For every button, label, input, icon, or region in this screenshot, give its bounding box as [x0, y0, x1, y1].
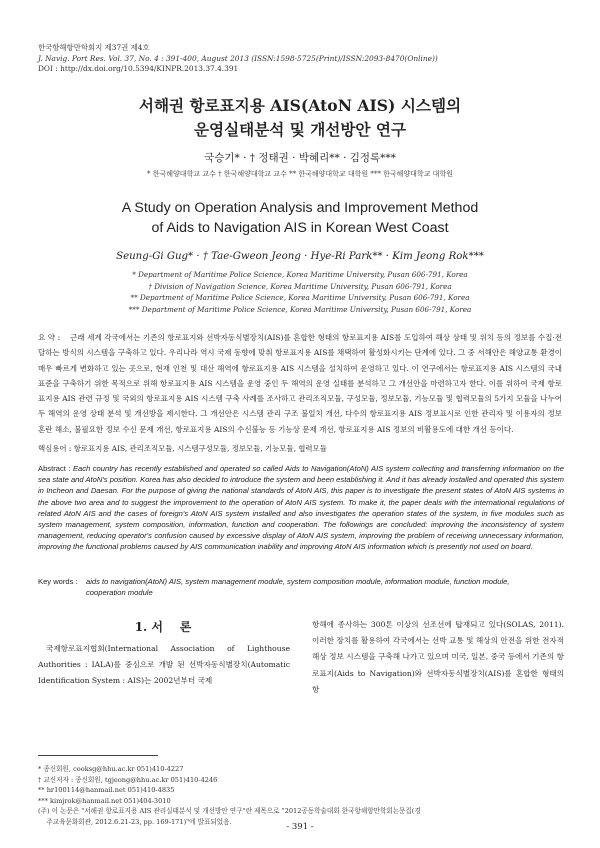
keywords-ko: 핵심용어 : 항로표지용 AIS, 관리조직모듈, 시스템구성모듈, 정보모듈, 기능모듈, 협력모듈	[38, 444, 327, 453]
page-number: - 391 -	[286, 822, 314, 832]
footnote-divider	[38, 755, 158, 756]
footnotes	[38, 764, 564, 828]
keywords-en	[38, 576, 564, 598]
title-ko-line2: 운영실태분석 및 개선방안 연구	[193, 120, 407, 139]
title-ko-line1: 서해권 항로표지용 AIS(AtoN AIS) 시스템의	[138, 96, 462, 115]
affiliation-en-2: † Division of Navigation Science, Korea Maritime University, Pusan 606-791, Korea	[148, 281, 452, 291]
footnote-1: * 종신회원, cooksg@hhu.ac.kr 051)410-4227	[38, 765, 184, 773]
journal-header	[38, 43, 438, 75]
footnote-3: ** hr100114@hanmail.net 051)410-4835	[38, 786, 175, 795]
keywords-en-line2: cooperation module	[86, 588, 153, 598]
body-text-left-column: 국제항로표지협회(International Association of Lighthouse Authorities : IALA)를 중심으로 개발 된 선박자동식별장치(Automatic Identification System : AIS)는 2002년부터 국제	[38, 644, 290, 686]
keywords-en-label: Key words :	[38, 577, 78, 586]
abstract-en	[38, 463, 564, 553]
affiliation-en-3: ** Department of Maritime Police Science, Korea Maritime University, Pusan 606-791, Korea	[130, 293, 470, 303]
affiliations-en	[0, 269, 600, 315]
authors-ko: 국승기* · † 정태권 · 박혜리** · 김정록***	[204, 152, 396, 164]
footnote-6: 주교육문화회관, 2012.6.21-23, pp. 169-171)"에 발표되었음.	[38, 817, 232, 826]
abstract-ko	[38, 330, 562, 437]
journal-citation: J. Navig. Port Res. Vol. 37, No. 4 : 391-400, August 2013 (ISSN:1598-5725(Print)/ISSN:2093-8470(Online))	[38, 53, 438, 63]
affiliations-ko: * 한국해양대학교 교수 † 한국해양대학교 교수 ** 한국해양대학교 대학원 *** 한국해양대학교 대학원	[147, 170, 453, 178]
affiliation-en-4: *** Department of Maritime Police Science, Korea Maritime University, Pusan 606-791, Korea	[128, 304, 472, 314]
footnote-2: † 교신저자 : 종신회원, tgjeong@hhu.ac.kr 051)410-4246	[38, 775, 218, 784]
abstract-ko-text: 근래 세계 각국에서는 기존의 항로표지와 선박자동식별장치(AIS)를 혼합한 형태의 항로표지용 AIS를 도입하여 해상 상태 및 위치 등의 정보를 수집·전달하는 방식의 시스템을 구축하고 있다. 우리나라 역시 국제 동향에 맞춰 항로표지용 AIS를 채택하여 활성화시키는 단계에 있다. 그 중 서해안은 해양교통 환경이 매우 빠르게 변화하고 있는 곳으로, 현재 인천 및 대산 해역에 항로표지용 AIS 시스템을 설치하여 운영하고 있다. 이 연구에서는 항로표지용 AIS 시스템의 국내 표준을 구축하기 위한 목적으로 위해 항로표지용 AIS 시스템을 운영 중인 두 해역의 운영 실태를 분석하고 그 개선안을 마련하고자 한다. 이를 위하여 국제 항로표지용 AIS 관련 규정 및 국외의 항로표지용 AIS 시스템 구축 사례를 조사하고 관리조직모듈, 구성모듈, 정보모듈, 기능모듈 및 협력모듈의 5가지 모듈을 나누어 두 해역의 운영 상태 분석 및 개선방을 제시한다. 그 개선안은 시스템 관리 구조 불일치 개선, 다수의 항로표지용 AIS 정보표시로 인한 관리자 및 이용자의 정보 혼란 해소, 불필요한 정보 수신 문제 개선, 항로표지용 AIS의 수신불능 등 기능상 문제 개선, 항로표지용 AIS 정보의 비활용도에 대한 개선 등이다.	[38, 333, 562, 434]
keywords-en-line1: aids to navigation(AtoN) AIS, system management module, system composition module, information module, function module,	[86, 577, 510, 586]
abstract-ko-label: 요 약 :	[38, 333, 61, 342]
body-text-right-column: 항해에 종사하는 300톤 이상의 선조선에 탑재되고 있다(SOLAS, 2011). 이러한 장치를 활용하여 각국에서는 선박 교통 및 해상의 안전을 위한 전자적 해상 정보 시스템을 구축해 나가고 있으며 미국, 일본, 중국 등에서 기존의 항로표지(Aids to Navigation)와 선박자동식별장치(AIS)를 혼합한 형태의 항	[312, 620, 564, 694]
footnote-5: (주) 이 논문은 "서해권 항로표지용 AIS 관리실태분석 및 개선방안 연구"란 제목으로 "2012공동학술대회 한국항해항만학회논문집(경	[38, 807, 421, 816]
section-heading-introduction: 1. 서 론	[134, 620, 192, 634]
authors-en: Seung-Gi Gug* · † Tae-Gweon Jeong · Hye-Ri Park** · Kim Jeong Rok***	[116, 251, 484, 262]
affiliation-en-1: * Department of Maritime Police Science, Korea Maritime University, Pusan 606-791, Korea	[132, 270, 468, 279]
abstract-en-label: Abstract :	[38, 464, 71, 473]
title-en-line2: of Aids to Navigation AIS in Korean West Coast	[151, 220, 449, 236]
doi-link[interactable]: DOI : http://dx.doi.org/10.5394/KINPR.2013.37.4.391	[38, 64, 239, 74]
journal-name-ko: 한국항해항만학회지 제37권 제4호	[38, 43, 150, 52]
abstract-en-text: Each country has recently established and operated so called Aids to Navigation(AtoN) AIS system collecting and transferring information on the sea state and AtoN's position. Korea has also decided to introduce the system and been establishing it. And it has already installed and operated this system in Incheon and Daesan. For the purpose of giving the national standards of AtoN AIS, this paper is to investigate the present states of AtoN AIS systems in the above two area and to suggest the improvement to the operation of AtoN AIS system. To make it, the paper deals with the international regulations of related AtoN AIS and the cases of foreign's AtoN AIS system installed and also investigates the operation states of the system, in five modules such as system management, system composition, information, function and cooperation. The followings are concluded: improving the inconsistency of system management, reducing operator's confusion caused by excessive display of AtoN AIS system, improving the problem of receiving unnecessary information, improving the functional problems caused by AIS communication inability and improving AtoN AIS information which is presently not used on board.	[38, 464, 564, 552]
title-en-line1: A Study on Operation Analysis and Improvement Method	[121, 200, 479, 216]
footnote-4: *** kimjrok@hanmail.net 051)404-3010	[38, 796, 171, 805]
